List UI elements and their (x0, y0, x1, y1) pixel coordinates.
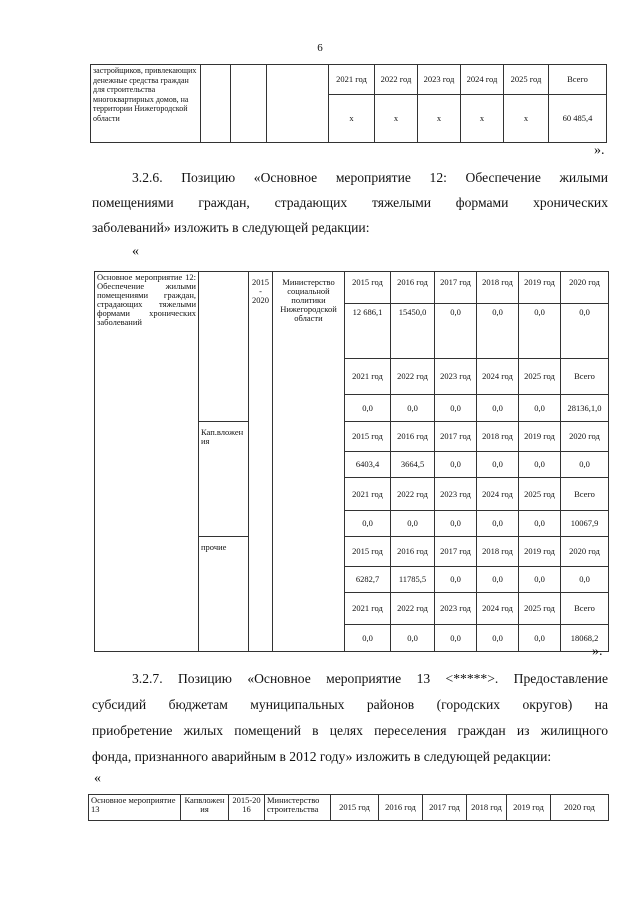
table-cell-year: 2015 год (345, 422, 391, 452)
opening-quote: « (132, 244, 139, 259)
table-cell-value: 0,0 (477, 395, 519, 422)
paragraph-3-2-6-line: заболеваний» изложить в следующей редакции: (92, 220, 370, 235)
table-cell-value: 0,0 (435, 567, 477, 593)
table-continuation (90, 64, 607, 143)
table-cell-value: 0,0 (519, 625, 561, 652)
table-cell-value: 18068,2 (561, 625, 609, 652)
table-cell-executor: Министерство социальной политики Нижегородской области (273, 272, 345, 652)
table-cell-year: 2019 год (519, 537, 561, 567)
table-cell-year: 2017 год (435, 422, 477, 452)
paragraph-3-2-7-line: приобретение жилых помещений в целях переселения граждан из жилищного (92, 723, 608, 738)
table-cell-value: x (418, 95, 461, 143)
table-cell-year: 2022 год (391, 593, 435, 625)
table-cell-year: 2019 год (519, 272, 561, 304)
table-cell-year: Всего (561, 478, 609, 511)
table-cell-year: 2020 год (561, 272, 609, 304)
opening-quote: « (94, 771, 101, 786)
table-cell-year: 2025 год (519, 359, 561, 395)
table-cell-value: 0,0 (477, 625, 519, 652)
table-cell-period: 2015-2016 (229, 795, 265, 821)
table-cell-year: 2021 год (345, 478, 391, 511)
table-cell-year: 2020 год (561, 422, 609, 452)
table-cell-year: 2024 год (477, 359, 519, 395)
table-cell-year: 2016 год (391, 422, 435, 452)
table-cell-value: 15450,0 (391, 304, 435, 359)
table-cell-value: 3664,5 (391, 452, 435, 478)
table-cell-year: 2018 год (477, 422, 519, 452)
table-cell-value: 0,0 (391, 511, 435, 537)
table-cell-value: x (461, 95, 504, 143)
table-cell-value: 0,0 (477, 567, 519, 593)
table-cell-value: 0,0 (435, 452, 477, 478)
table-cell-value: x (504, 95, 549, 143)
table-cell-year: 2017 год (435, 537, 477, 567)
table-cell-group-label: прочие (199, 537, 249, 652)
table-cell-value: 28136,1,0 (561, 395, 609, 422)
table-cell-year: 2022 год (391, 478, 435, 511)
table-cell-year: 2022 год (391, 359, 435, 395)
paragraph-3-2-7-line: 3.2.7. Позицию «Основное мероприятие 13 <*****>. Предоставление (132, 671, 608, 686)
table-cell-year: 2024 год (477, 478, 519, 511)
table-cell-measure: Основное мероприятие 12: Обеспечение жилыми помещениями граждан, страдающих тяжелыми формами хронических заболеваний (95, 272, 199, 652)
table-cell-value: 0,0 (519, 395, 561, 422)
table-cell-value: 0,0 (345, 511, 391, 537)
paragraph-3-2-6-line: 3.2.6. Позицию «Основное мероприятие 12: Обеспечение жилыми (132, 170, 608, 185)
paragraph-3-2-7-line: субсидий бюджетам муниципальных районов (городских округов) на (92, 697, 608, 712)
table-cell-year: 2025 год (519, 593, 561, 625)
table-cell-period: 2015 - 2020 (249, 272, 273, 652)
table-cell-group-label: Кап.вложения (199, 422, 249, 537)
table-cell-year: 2016 год (379, 795, 423, 821)
table-cell-year: Всего (549, 65, 607, 95)
table-cell-description: застройщиков, привлекающих денежные средства граждан для строительства многоквартирных домов, на территории Нижегородской области (91, 65, 201, 143)
table-cell-year: 2015 год (331, 795, 379, 821)
table-cell-year: 2021 год (345, 359, 391, 395)
table-cell-value: 0,0 (519, 567, 561, 593)
table-cell-year: 2015 год (345, 272, 391, 304)
table-cell-year: 2017 год (423, 795, 467, 821)
table-cell-value: 0,0 (435, 395, 477, 422)
table-cell-year: 2018 год (467, 795, 507, 821)
table-cell-year: 2023 год (435, 478, 477, 511)
table-cell-year: Всего (561, 593, 609, 625)
table-cell-year: 2021 год (329, 65, 375, 95)
table-cell-value: 0,0 (435, 625, 477, 652)
table-cell-year: 2019 год (507, 795, 551, 821)
table-cell-year: 2025 год (519, 478, 561, 511)
table-cell-year: 2023 год (435, 359, 477, 395)
table-cell-value: 6403,4 (345, 452, 391, 478)
table-cell-year: 2017 год (435, 272, 477, 304)
table-cell-year: 2020 год (561, 537, 609, 567)
table-cell-value: 0,0 (391, 395, 435, 422)
table-cell-measure: Основное мероприятие 13 (89, 795, 181, 821)
paragraph-3-2-7-line: фонда, признанного аварийным в 2012 году» изложить в следующей редакции: (92, 749, 552, 764)
closing-quote: ». (592, 644, 603, 659)
table-cell-group-label: Капвложения (181, 795, 229, 821)
table-cell-year: 2025 год (504, 65, 549, 95)
table-cell-value: x (329, 95, 375, 143)
table-cell-year: 2018 год (477, 537, 519, 567)
table-cell-year: 2023 год (418, 65, 461, 95)
closing-quote: ». (594, 143, 605, 158)
table-cell-year: 2024 год (477, 593, 519, 625)
table-cell-value: 0,0 (345, 395, 391, 422)
table-main (94, 271, 609, 652)
table-cell-value: 60 485,4 (549, 95, 607, 143)
table-cell-value: 0,0 (561, 304, 609, 359)
table-bottom (88, 794, 609, 821)
table-cell-value: 0,0 (519, 511, 561, 537)
paragraph-3-2-6-line: помещениями граждан, страдающих тяжелыми формами хронических (92, 195, 608, 210)
table-cell-year: 2024 год (461, 65, 504, 95)
table-cell-value: 0,0 (345, 625, 391, 652)
table-cell-value: 10067,9 (561, 511, 609, 537)
table-cell-year: 2021 год (345, 593, 391, 625)
table-cell-year: 2016 год (391, 537, 435, 567)
table-cell-value: 0,0 (435, 304, 477, 359)
table-cell-year: 2020 год (551, 795, 609, 821)
table-cell-value: 6282,7 (345, 567, 391, 593)
table-cell-group-label (199, 272, 249, 422)
table-cell-value: 0,0 (477, 304, 519, 359)
table-cell-value: 0,0 (391, 625, 435, 652)
table-cell-year: 2018 год (477, 272, 519, 304)
table-cell-value: 0,0 (561, 567, 609, 593)
table-cell-year: 2022 год (375, 65, 418, 95)
table-cell-year: 2016 год (391, 272, 435, 304)
table-cell-value: 11785,5 (391, 567, 435, 593)
table-cell-year: 2019 год (519, 422, 561, 452)
table-cell-value: 0,0 (477, 511, 519, 537)
table-cell-value: 0,0 (561, 452, 609, 478)
page-number: 6 (317, 42, 323, 54)
table-cell-value: 0,0 (435, 511, 477, 537)
table-cell-year: 2023 год (435, 593, 477, 625)
table-cell-year: 2015 год (345, 537, 391, 567)
table-cell-year: Всего (561, 359, 609, 395)
table-cell-value: 0,0 (519, 304, 561, 359)
table-cell-value: 12 686,1 (345, 304, 391, 359)
table-cell-value: 0,0 (519, 452, 561, 478)
table-cell-value: 0,0 (477, 452, 519, 478)
table-cell-executor: Министерство строительства (265, 795, 331, 821)
table-cell-value: x (375, 95, 418, 143)
